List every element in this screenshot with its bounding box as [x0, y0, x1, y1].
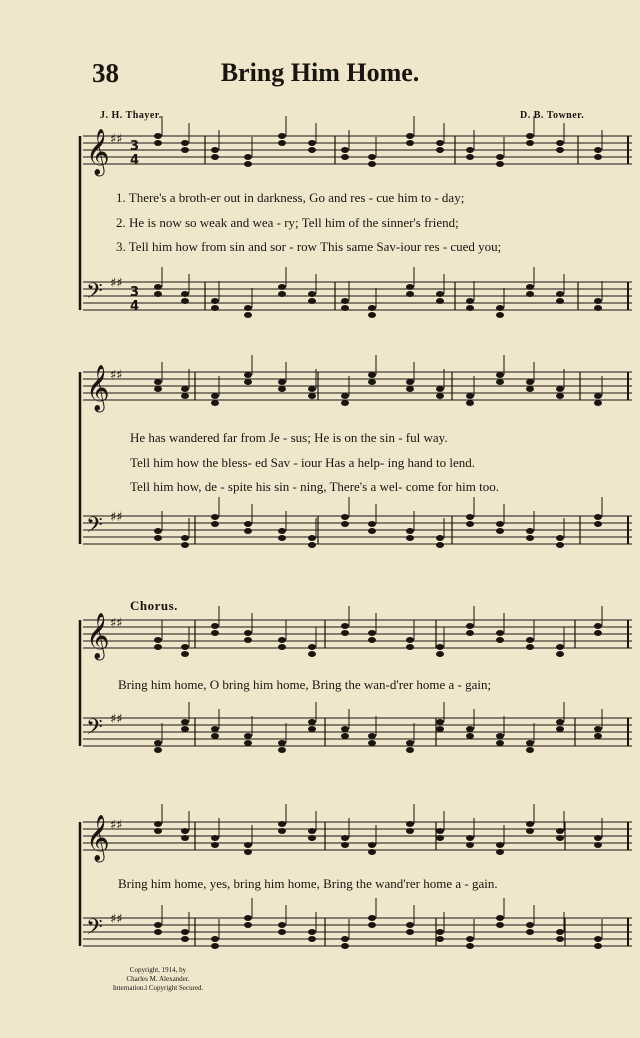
note-head	[556, 386, 564, 392]
note-head	[406, 922, 414, 928]
note-head	[496, 637, 504, 643]
note-head	[181, 386, 189, 392]
note-head	[154, 140, 162, 146]
svg-text:♯♯: ♯♯	[110, 818, 123, 833]
note-head	[278, 929, 286, 935]
svg-text:♯♯: ♯♯	[110, 912, 123, 927]
note-head	[211, 400, 219, 406]
note-head	[154, 528, 162, 534]
note-head	[341, 400, 349, 406]
note-head	[368, 154, 376, 160]
note-head	[436, 535, 444, 541]
note-head	[368, 915, 376, 921]
bass-staff-3	[83, 718, 632, 746]
note-head	[406, 386, 414, 392]
note-head	[154, 747, 162, 753]
chorus-label: Chorus.	[130, 598, 178, 613]
note-head	[181, 147, 189, 153]
note-head	[341, 147, 349, 153]
note-head	[308, 140, 316, 146]
note-head	[211, 943, 219, 949]
note-head	[154, 929, 162, 935]
note-head	[556, 140, 564, 146]
note-head	[466, 514, 474, 520]
note-head	[436, 393, 444, 399]
svg-text:♯♯: ♯♯	[110, 276, 123, 291]
note-head	[436, 828, 444, 834]
note-head	[556, 147, 564, 153]
note-head	[211, 726, 219, 732]
bass-staff-1	[83, 282, 632, 310]
treble-clef-icon: 𝄞	[86, 129, 110, 175]
treble-clef-icon: 𝄞	[86, 815, 110, 861]
note-head	[181, 835, 189, 841]
note-head	[278, 133, 286, 139]
note-head	[406, 133, 414, 139]
note-head	[368, 528, 376, 534]
note-head	[211, 842, 219, 848]
note-head	[526, 637, 534, 643]
note-head	[496, 740, 504, 746]
note-head	[211, 623, 219, 629]
note-head	[368, 312, 376, 318]
note-head	[594, 835, 602, 841]
copyright-line: Copyright, 1914, by	[129, 966, 187, 974]
note-head	[154, 535, 162, 541]
note-head	[181, 719, 189, 725]
note-head	[308, 726, 316, 732]
note-head	[211, 521, 219, 527]
note-head	[496, 915, 504, 921]
note-head	[244, 154, 252, 160]
bass-clef-icon: 𝄢	[86, 715, 103, 745]
note-head	[496, 849, 504, 855]
note-head	[278, 284, 286, 290]
note-head	[211, 154, 219, 160]
note-head	[406, 740, 414, 746]
note-head	[466, 733, 474, 739]
note-head	[436, 719, 444, 725]
note-head	[406, 821, 414, 827]
note-head	[436, 936, 444, 942]
note-head	[368, 637, 376, 643]
note-head	[341, 733, 349, 739]
lyric-line: Tell him how the bless- ed Sav - iour Has a help- ing hand to lend.	[130, 455, 475, 470]
note-head	[436, 291, 444, 297]
note-head	[466, 842, 474, 848]
svg-text:♯♯: ♯♯	[110, 368, 123, 383]
note-head	[526, 528, 534, 534]
note-head	[406, 535, 414, 541]
note-head	[436, 651, 444, 657]
note-head	[594, 630, 602, 636]
note-head	[308, 393, 316, 399]
note-head	[244, 521, 252, 527]
note-head	[526, 740, 534, 746]
note-head	[466, 835, 474, 841]
note-head	[556, 298, 564, 304]
note-head	[594, 305, 602, 311]
note-head	[594, 726, 602, 732]
note-head	[496, 379, 504, 385]
note-head	[556, 651, 564, 657]
note-head	[594, 521, 602, 527]
lyric-line: Bring him home, yes, bring him home, Bring the wand'rer home a - gain.	[118, 876, 498, 891]
note-head	[466, 726, 474, 732]
note-head	[496, 372, 504, 378]
note-head	[594, 842, 602, 848]
note-head	[244, 161, 252, 167]
note-head	[406, 929, 414, 935]
note-head	[594, 623, 602, 629]
note-head	[154, 922, 162, 928]
note-head	[368, 372, 376, 378]
note-head	[308, 542, 316, 548]
note-head	[496, 521, 504, 527]
note-head	[181, 726, 189, 732]
note-head	[211, 936, 219, 942]
note-head	[278, 528, 286, 534]
note-head	[406, 828, 414, 834]
note-head	[556, 535, 564, 541]
note-head	[244, 379, 252, 385]
note-head	[278, 740, 286, 746]
note-head	[278, 637, 286, 643]
note-head	[244, 922, 252, 928]
note-head	[341, 943, 349, 949]
note-head	[244, 528, 252, 534]
note-head	[181, 929, 189, 935]
note-head	[406, 379, 414, 385]
note-head	[308, 386, 316, 392]
note-head	[436, 147, 444, 153]
note-head	[368, 161, 376, 167]
note-head	[496, 630, 504, 636]
note-head	[594, 154, 602, 160]
note-head	[594, 400, 602, 406]
note-head	[181, 140, 189, 146]
note-head	[368, 379, 376, 385]
note-head	[211, 393, 219, 399]
note-head	[278, 386, 286, 392]
note-head	[496, 842, 504, 848]
svg-text:4: 4	[130, 299, 140, 314]
note-head	[466, 147, 474, 153]
note-head	[436, 298, 444, 304]
note-head	[526, 291, 534, 297]
note-head	[594, 147, 602, 153]
note-head	[341, 726, 349, 732]
note-head	[308, 147, 316, 153]
treble-staff-1	[83, 136, 632, 164]
note-head	[211, 514, 219, 520]
copyright-notice	[98, 966, 218, 993]
note-head	[308, 298, 316, 304]
lyric-line: Bring him home, O bring him home, Bring the wan-d'rer home a - gain;	[118, 677, 492, 692]
note-head	[341, 623, 349, 629]
note-head	[436, 386, 444, 392]
note-head	[341, 842, 349, 848]
note-head	[341, 521, 349, 527]
note-head	[496, 305, 504, 311]
note-head	[526, 133, 534, 139]
note-head	[278, 140, 286, 146]
note-head	[154, 644, 162, 650]
note-head	[181, 542, 189, 548]
note-head	[244, 372, 252, 378]
note-head	[496, 922, 504, 928]
note-head	[154, 379, 162, 385]
note-head	[556, 291, 564, 297]
note-head	[154, 133, 162, 139]
note-head	[466, 154, 474, 160]
note-head	[526, 922, 534, 928]
note-head	[341, 298, 349, 304]
note-head	[466, 943, 474, 949]
note-head	[406, 747, 414, 753]
note-head	[368, 849, 376, 855]
treble-staff-3	[83, 620, 632, 648]
note-head	[368, 630, 376, 636]
svg-text:3: 3	[130, 285, 140, 300]
note-head	[526, 386, 534, 392]
note-head	[181, 535, 189, 541]
note-head	[406, 644, 414, 650]
note-head	[406, 291, 414, 297]
note-head	[181, 936, 189, 942]
note-head	[594, 943, 602, 949]
note-head	[278, 747, 286, 753]
note-head	[308, 835, 316, 841]
note-head	[594, 393, 602, 399]
note-head	[466, 393, 474, 399]
svg-text:3: 3	[130, 139, 140, 154]
note-head	[181, 298, 189, 304]
note-head	[594, 936, 602, 942]
svg-text:4: 4	[130, 153, 140, 168]
note-head	[244, 630, 252, 636]
note-head	[436, 726, 444, 732]
note-head	[594, 298, 602, 304]
bass-staff-4	[83, 918, 632, 946]
svg-text:♯♯: ♯♯	[110, 616, 123, 631]
note-head	[496, 161, 504, 167]
note-head	[341, 154, 349, 160]
lyricist-credit: J. H. Thayer.	[100, 110, 162, 121]
lyric-line: 2. He is now so weak and wea - ry; Tell him of the sinner's friend;	[116, 215, 459, 230]
note-head	[211, 298, 219, 304]
note-head	[526, 644, 534, 650]
note-head	[436, 929, 444, 935]
copyright-line: Internation.l Copyright Secured.	[112, 984, 204, 992]
copyright-line: Charles M. Alexander.	[126, 975, 190, 983]
note-head	[466, 521, 474, 527]
note-head	[594, 733, 602, 739]
note-head	[154, 284, 162, 290]
bass-staff-2	[83, 516, 632, 544]
note-head	[308, 644, 316, 650]
note-head	[368, 740, 376, 746]
note-head	[211, 733, 219, 739]
lyric-line: 1. There's a broth-er out in darkness, Go and res - cue him to - day;	[116, 190, 465, 205]
note-head	[154, 821, 162, 827]
note-head	[341, 835, 349, 841]
note-head	[406, 140, 414, 146]
note-head	[278, 922, 286, 928]
note-head	[466, 298, 474, 304]
note-head	[556, 835, 564, 841]
svg-text:♯♯: ♯♯	[110, 510, 123, 525]
note-head	[278, 535, 286, 541]
note-head	[466, 936, 474, 942]
note-head	[406, 637, 414, 643]
note-head	[436, 644, 444, 650]
note-head	[556, 719, 564, 725]
note-head	[308, 535, 316, 541]
note-head	[244, 733, 252, 739]
note-head	[556, 929, 564, 935]
note-head	[244, 305, 252, 311]
note-head	[466, 305, 474, 311]
note-head	[526, 379, 534, 385]
note-head	[436, 835, 444, 841]
note-head	[341, 936, 349, 942]
note-head	[308, 929, 316, 935]
note-head	[526, 284, 534, 290]
bass-clef-icon: 𝄢	[86, 915, 103, 945]
note-head	[278, 828, 286, 834]
note-head	[181, 291, 189, 297]
bass-clef-icon: 𝄢	[86, 279, 103, 309]
note-head	[556, 936, 564, 942]
note-head	[211, 630, 219, 636]
note-head	[556, 828, 564, 834]
note-head	[308, 291, 316, 297]
hymn-title: Bring Him Home.	[220, 58, 420, 87]
note-head	[308, 719, 316, 725]
note-head	[244, 637, 252, 643]
note-head	[211, 305, 219, 311]
note-head	[154, 386, 162, 392]
note-head	[436, 140, 444, 146]
page-number: 38	[92, 58, 119, 88]
note-head	[594, 514, 602, 520]
note-head	[556, 542, 564, 548]
note-head	[341, 630, 349, 636]
treble-clef-icon: 𝄞	[86, 613, 110, 659]
bass-clef-icon: 𝄢	[86, 513, 103, 543]
treble-staff-2	[83, 372, 632, 400]
note-head	[181, 828, 189, 834]
note-head	[368, 922, 376, 928]
note-head	[211, 147, 219, 153]
note-head	[278, 291, 286, 297]
note-head	[496, 312, 504, 318]
note-head	[406, 284, 414, 290]
lyric-line: He has wandered far from Je - sus; He is on the sin - ful way.	[130, 430, 448, 445]
note-head	[308, 828, 316, 834]
note-head	[436, 542, 444, 548]
note-head	[154, 828, 162, 834]
note-head	[406, 528, 414, 534]
note-head	[466, 400, 474, 406]
note-head	[368, 842, 376, 848]
note-head	[244, 849, 252, 855]
note-head	[368, 733, 376, 739]
note-head	[154, 740, 162, 746]
note-head	[181, 393, 189, 399]
note-head	[526, 535, 534, 541]
note-head	[556, 393, 564, 399]
note-head	[526, 821, 534, 827]
note-head	[278, 644, 286, 650]
note-head	[244, 842, 252, 848]
lyric-line: 3. Tell him how from sin and sor - row This same Sav-iour res - cued you;	[116, 239, 502, 254]
composer-credit: D. B. Towner.	[520, 110, 585, 121]
note-head	[526, 140, 534, 146]
note-head	[154, 291, 162, 297]
note-head	[526, 828, 534, 834]
treble-clef-icon: 𝄞	[86, 365, 110, 411]
note-head	[466, 623, 474, 629]
treble-staff-4	[83, 822, 632, 850]
note-head	[308, 651, 316, 657]
note-head	[154, 637, 162, 643]
note-head	[368, 521, 376, 527]
note-head	[496, 528, 504, 534]
note-head	[341, 514, 349, 520]
note-head	[526, 929, 534, 935]
note-head	[278, 379, 286, 385]
lyric-line: Tell him how, de - spite his sin - ning, There's a wel- come for him too.	[130, 479, 499, 494]
note-head	[496, 154, 504, 160]
note-head	[244, 915, 252, 921]
svg-text:♯♯: ♯♯	[110, 132, 123, 147]
svg-text:♯♯: ♯♯	[110, 712, 123, 727]
note-head	[341, 393, 349, 399]
note-head	[556, 644, 564, 650]
note-head	[556, 726, 564, 732]
note-head	[466, 630, 474, 636]
note-head	[368, 305, 376, 311]
note-head	[278, 821, 286, 827]
note-head	[308, 936, 316, 942]
note-head	[496, 733, 504, 739]
note-head	[526, 747, 534, 753]
note-head	[244, 312, 252, 318]
note-head	[341, 305, 349, 311]
note-head	[244, 740, 252, 746]
note-head	[181, 651, 189, 657]
note-head	[211, 835, 219, 841]
note-head	[181, 644, 189, 650]
